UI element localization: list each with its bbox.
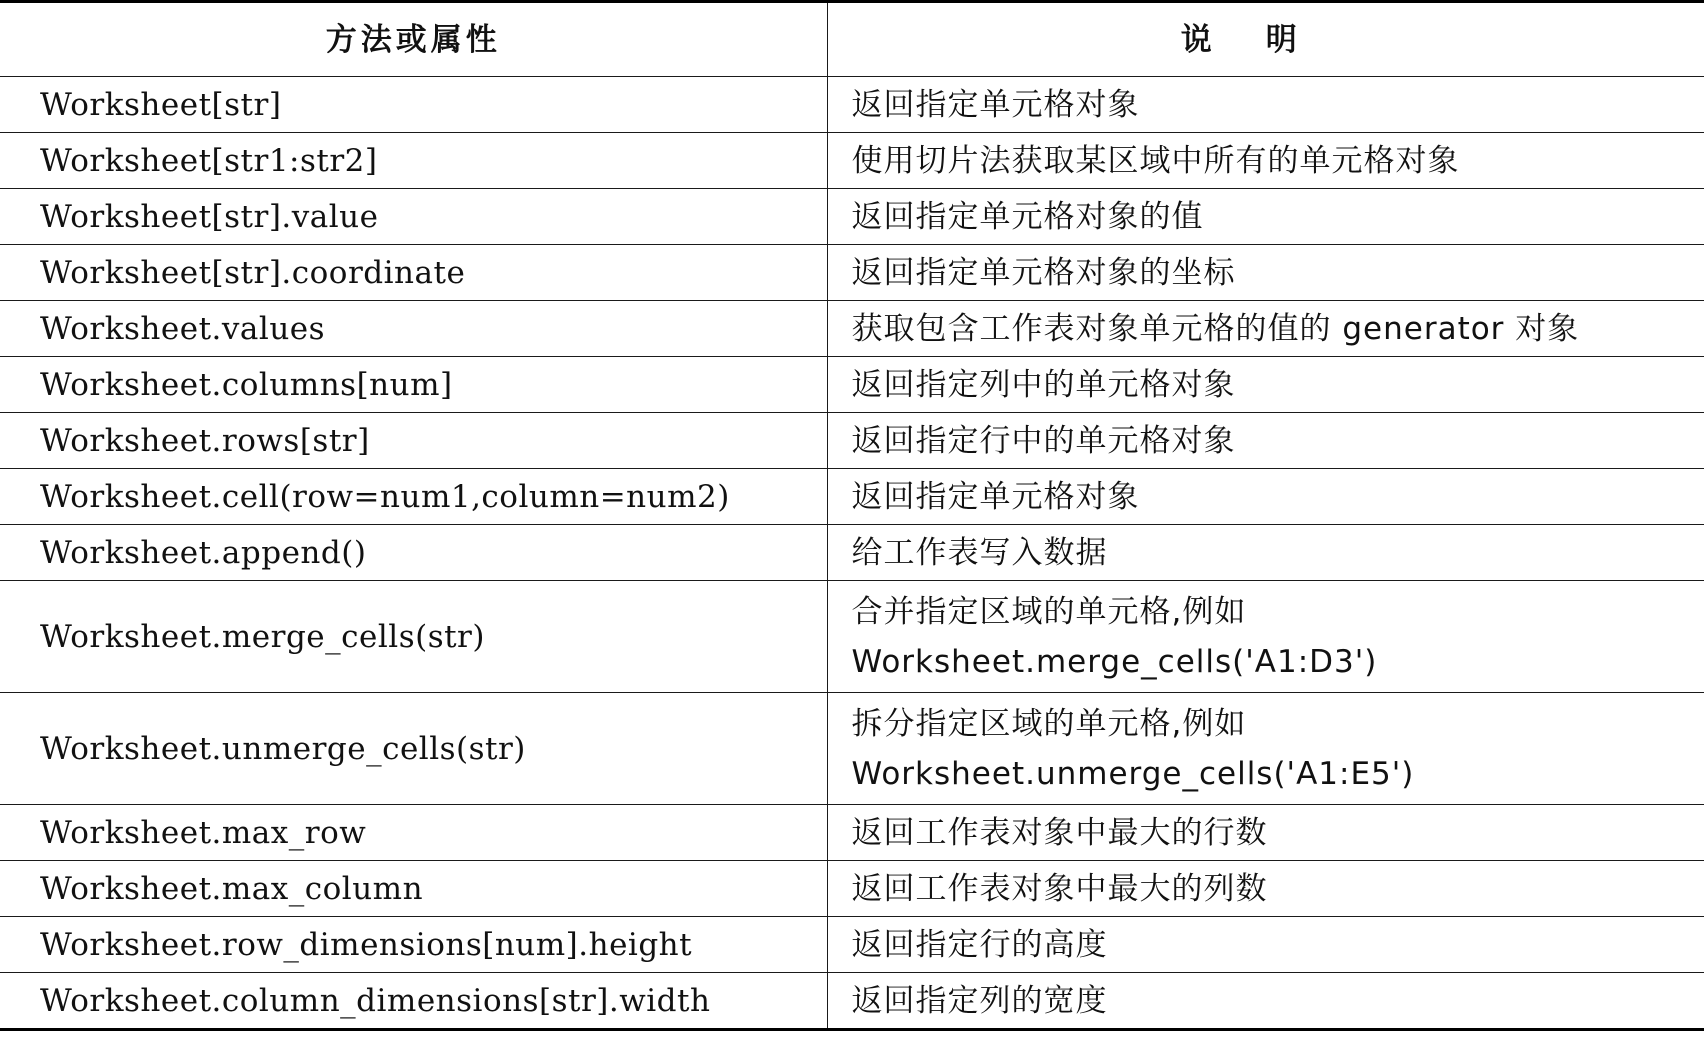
- table-body: [0, 77, 1704, 1030]
- header-method: 方法或属性: [0, 2, 827, 77]
- table-header: [0, 2, 1704, 77]
- header-description: 说明: [827, 2, 1704, 77]
- table-row: [0, 189, 1704, 245]
- description-cell: 使用切片法获取某区域中所有的单元格对象: [827, 133, 1704, 189]
- table-row: [0, 973, 1704, 1030]
- method-cell: Worksheet.max_column: [0, 861, 827, 917]
- method-cell: Worksheet.max_row: [0, 805, 827, 861]
- method-cell: Worksheet.column_dimensions[str].width: [0, 973, 827, 1030]
- table-row: [0, 917, 1704, 973]
- table-row: [0, 133, 1704, 189]
- table-row: [0, 693, 1704, 805]
- description-cell: 返回指定列的宽度: [827, 973, 1704, 1030]
- method-cell: Worksheet.merge_cells(str): [0, 581, 827, 693]
- method-cell: Worksheet[str1:str2]: [0, 133, 827, 189]
- description-cell: 返回指定行的高度: [827, 917, 1704, 973]
- table-row: [0, 581, 1704, 693]
- description-cell: 返回指定单元格对象的值: [827, 189, 1704, 245]
- header-row: [0, 2, 1704, 77]
- table-row: [0, 357, 1704, 413]
- description-cell: 获取包含工作表对象单元格的值的 generator 对象: [827, 301, 1704, 357]
- description-cell: 返回工作表对象中最大的列数: [827, 861, 1704, 917]
- description-cell: 返回指定行中的单元格对象: [827, 413, 1704, 469]
- method-cell: Worksheet.columns[num]: [0, 357, 827, 413]
- method-cell: Worksheet.cell(row=num1,column=num2): [0, 469, 827, 525]
- description-cell: 返回指定列中的单元格对象: [827, 357, 1704, 413]
- table-row: [0, 413, 1704, 469]
- method-cell: Worksheet.append(): [0, 525, 827, 581]
- description-cell: 返回指定单元格对象: [827, 77, 1704, 133]
- method-cell: Worksheet.row_dimensions[num].height: [0, 917, 827, 973]
- table-row: [0, 245, 1704, 301]
- method-cell: Worksheet[str].value: [0, 189, 827, 245]
- table-row: [0, 525, 1704, 581]
- method-cell: Worksheet[str]: [0, 77, 827, 133]
- description-cell: 给工作表写入数据: [827, 525, 1704, 581]
- table-row: [0, 805, 1704, 861]
- method-cell: Worksheet.unmerge_cells(str): [0, 693, 827, 805]
- method-cell: Worksheet.values: [0, 301, 827, 357]
- description-cell: 返回指定单元格对象的坐标: [827, 245, 1704, 301]
- description-cell: 合并指定区域的单元格,例如 Worksheet.merge_cells('A1:D3'): [827, 581, 1704, 693]
- method-cell: Worksheet.rows[str]: [0, 413, 827, 469]
- description-cell: 返回指定单元格对象: [827, 469, 1704, 525]
- method-cell: Worksheet[str].coordinate: [0, 245, 827, 301]
- table-row: [0, 469, 1704, 525]
- description-cell: 返回工作表对象中最大的行数: [827, 805, 1704, 861]
- table-row: [0, 861, 1704, 917]
- table-row: [0, 77, 1704, 133]
- table-row: [0, 301, 1704, 357]
- description-cell: 拆分指定区域的单元格,例如 Worksheet.unmerge_cells('A1:E5'): [827, 693, 1704, 805]
